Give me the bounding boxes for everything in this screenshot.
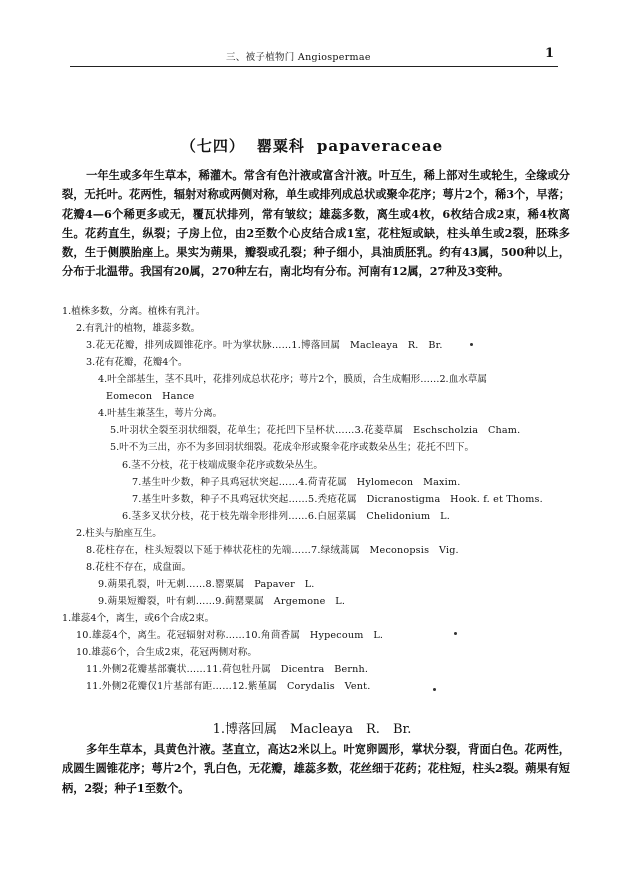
scan-speck [454, 632, 457, 635]
page-number: 1 [544, 46, 554, 61]
header-rule [70, 66, 558, 67]
key-line: 7.基生叶少数，种子具鸡冠状突起……4.荷青花属 Hylomecon Maxim. [132, 477, 461, 488]
key-line: 9.蒴果短瓣裂，叶有刺……9.蓟罂粟属 Argemone L. [98, 596, 346, 607]
genus-description [62, 740, 570, 798]
genus-heading: 1.博落回属 Macleaya R. Br. [212, 722, 412, 737]
key-line: 3.花无花瓣，排列成圆锥花序。叶为掌状脉……1.博落回属 Macleaya R. Br. [86, 340, 443, 351]
family-latin-name: papaveraceae [316, 137, 444, 155]
key-line: 6.茎多叉状分枝，花于枝先端伞形排列……6.白屈菜属 Chelidonium L. [122, 511, 450, 522]
running-title: 三、被子植物门 Angiospermae [226, 52, 371, 63]
key-line: 2.有乳汁的植物，雄蕊多数。 [76, 323, 201, 334]
family-description [62, 166, 570, 282]
key-line: 3.花有花瓣，花瓣4个。 [86, 357, 188, 368]
scan-speck [470, 343, 473, 346]
family-number: （七四） [180, 137, 245, 155]
family-chinese-name: 罂粟科 [256, 137, 305, 155]
family-description-text: 一年生或多年生草本，稀灌木。常含有色汁液或富含汁液。叶互生，稀上部对生或轮生，全缘或分裂，无托叶。花两性，辐射对称或两侧对称，单生或排列成总状或聚伞花序；萼片2个，稀3个，早落；花瓣4—6个稀更多或无，覆瓦状排列，常有皱纹；雄蕊多数，离生或4枚，6枚结合成2束，稀4枚离生。花药直生，纵裂；子房上位，由2至数个心皮结合成1室，花柱短或缺，柱头单生或2裂，胚珠多数，生于侧膜胎座上。果实为蒴果，瓣裂或孔裂；种子细小，具油质胚乳。约有43属，500种以上，分布于北温带。我国有20属，270种左右，南北均有分布。河南有12属，27种及3变种。 [62, 168, 570, 279]
key-line: 8.花柱存在，柱头短裂以下延于棒状花柱的先端……7.绿绒蒿属 Meconopsis Vig. [86, 545, 459, 556]
scan-speck [433, 688, 436, 691]
key-line: 1.雄蕊4个，离生，或6个合成2束。 [62, 613, 215, 624]
key-line: 10.雄蕊4个，离生。花冠辐射对称……10.角茴香属 Hypecoum L. [76, 630, 384, 641]
key-line: 11.外侧2花瓣基部囊状……11.荷包牡丹属 Dicentra Bernh. [86, 664, 369, 675]
key-line: 5.叶不为三出，亦不为多回羽状细裂。花成伞形或聚伞花序或数朵丛生；花托不凹下。 [110, 442, 475, 453]
key-line: 7.基生叶多数，种子不具鸡冠状突起……5.秃疮花属 Dicranostigma Hook. f. et Thoms. [132, 494, 543, 505]
genus-description-text: 多年生草本，具黄色汁液。茎直立，高达2米以上。叶宽卵圆形，掌状分裂，背面白色。花两性，成圆生圆锥花序；萼片2个，乳白色，无花瓣，雄蕊多数，花丝细于花药；花柱短，柱头2裂。蒴果有短柄，2裂；种子1至数个。 [62, 742, 570, 795]
key-line: 5.叶羽状全裂至羽状细裂，花单生；花托凹下呈杯状……3.花菱草属 Eschscholzia Cham. [110, 425, 521, 436]
family-title [0, 135, 624, 156]
key-line: 8.花柱不存在，成盘面。 [86, 562, 192, 573]
key-line: 6.茎不分枝，花于枝端成聚伞花序或数朵丛生。 [122, 460, 324, 471]
key-line: 2.柱头与胎座互生。 [76, 528, 162, 539]
key-line: 4.叶基生兼茎生，萼片分离。 [98, 408, 223, 419]
key-line: 11.外侧2花瓣仅1片基部有距……12.紫堇属 Corydalis Vent. [86, 681, 371, 692]
key-line: 9.蒴果孔裂，叶无刺……8.罂粟属 Papaver L. [98, 579, 315, 590]
key-line: 4.叶全部基生，茎不具叶，花排列成总状花序；萼片2个，膜质，合生成帽形……2.血水草属 [98, 374, 487, 385]
key-line: Eomecon Hance [106, 391, 195, 402]
running-header [70, 46, 558, 68]
key-line: 10.雄蕊6个，合生成2束，花冠两侧对称。 [76, 647, 257, 658]
key-line: 1.植株多数，分离。植株有乳汁。 [62, 306, 206, 317]
